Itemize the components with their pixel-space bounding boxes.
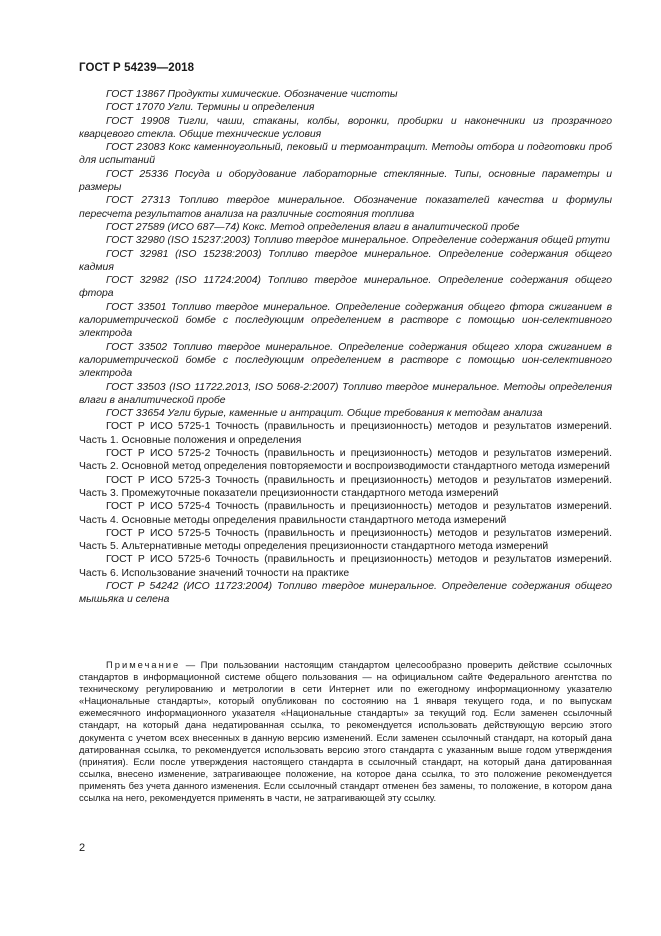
- reference-item: ГОСТ Р ИСО 5725-2 Точность (правильность и прецизионность) методов и результатов измерений. Часть 2. Основной метод определения повторяемости и воспроизводимости стандартного метода измерений: [79, 448, 612, 473]
- reference-item: ГОСТ 13867 Продукты химические. Обозначение чистоты: [106, 89, 398, 100]
- note-label: Примечание: [106, 659, 181, 670]
- reference-item: ГОСТ 32982 (ISO 11724:2004) Топливо твердое минеральное. Определение содержания общего фтора: [79, 275, 612, 300]
- reference-item: ГОСТ Р ИСО 5725-1 Точность (правильность и прецизионность) методов и результатов измерений. Часть 1. Основные положения и определения: [79, 421, 612, 446]
- document-header: ГОСТ Р 54239—2018: [79, 62, 195, 74]
- page-number: 2: [79, 842, 86, 854]
- reference-item: ГОСТ 19908 Тигли, чаши, стаканы, колбы, воронки, пробирки и наконечники из прозрачного кварцевого стекла. Общие технические условия: [79, 115, 612, 140]
- reference-item: ГОСТ Р ИСО 5725-4 Точность (правильность и прецизионность) методов и результатов измерений. Часть 4. Основные методы определения правильности стандартного метода измерений: [79, 501, 612, 526]
- normative-references-list: [79, 88, 612, 607]
- reference-item: ГОСТ 33654 Угли бурые, каменные и антрацит. Общие требования к методам анализа: [106, 408, 543, 420]
- reference-item: ГОСТ Р ИСО 5725-5 Точность (правильность и прецизионность) методов и результатов измерений. Часть 5. Альтернативные методы определения прецизионности стандартного метода измерений: [79, 527, 612, 553]
- reference-item: ГОСТ Р ИСО 5725-3 Точность (правильность и прецизионность) методов и результатов измерений. Часть 3. Промежуточные показатели прецизионности стандартного метода измерений: [79, 474, 612, 499]
- reference-item: ГОСТ 32981 (ISO 15238:2003) Топливо твердое минеральное. Определение содержания общего кадмия: [79, 248, 612, 273]
- reference-item: ГОСТ Р 54242 (ИСО 11723:2004) Топливо твердое минеральное. Определение содержания общего мышьяка и селена: [79, 580, 612, 606]
- reference-item: ГОСТ 33501 Топливо твердое минеральное. Определение содержания общего фтора сжиганием в калориметрической бомбе с последующим определением в растворе с помощью ион-селективного электрода: [79, 301, 612, 340]
- reference-item: ГОСТ 32980 (ISO 15237:2003) Топливо твердое минеральное. Определение содержания общей ртути: [106, 235, 610, 247]
- reference-item: ГОСТ 33502 Топливо твердое минеральное. Определение содержания общего хлора сжиганием в калориметрической бомбе с последующим определением в растворе с помощью ион-селективного электрода: [79, 341, 612, 380]
- reference-item: ГОСТ 27313 Топливо твердое минеральное. Обозначение показателей качества и формулы пересчета результатов анализа на различные состояния топлива: [79, 195, 612, 220]
- reference-item: ГОСТ 23083 Кокс каменноугольный, пековый и термоантрацит. Методы отбора и подготовки проб для испытаний: [79, 142, 612, 167]
- reference-item: ГОСТ 17070 Угли. Термины и определения: [106, 102, 315, 114]
- reference-item: ГОСТ Р ИСО 5725-6 Точность (правильность и прецизионность) методов и результатов измерений. Часть 6. Использование значений точности на практике: [79, 554, 612, 579]
- reference-item: ГОСТ 33503 (ISO 11722.2013, ISO 5068-2:2007) Топливо твердое минеральное. Методы определения влаги в аналитической пробе: [79, 381, 612, 406]
- note-paragraph: [79, 659, 612, 804]
- reference-item: ГОСТ 27589 (ИСО 687—74) Кокс. Метод определения влаги в аналитической пробе: [106, 221, 520, 233]
- reference-item: ГОСТ 25336 Посуда и оборудование лабораторные стеклянные. Типы, основные параметры и размеры: [79, 168, 612, 194]
- note-text: — При пользовании настоящим стандартом целесообразно проверить действие ссылочных стандартов в информационной системе общего пользования — на официальном сайте Федерального агентства по техническому регулированию и метрологии в сети Интернет или по ежегодному информационному указателю «Национальные стандарты», который опубликован по состоянию на 1 января текущего года, и по выпускам ежемесячного информационного указателя «Национальные стандарты» за текущий год. Если заменен ссылочный стандарт, на который дана недатированная ссылка, то рекомендуется использовать действующую версию этого документа с учетом всех внесенных в данную версию изменений. Если заменен ссылочный стандарт, на который дана датированная ссылка, то рекомендуется использовать версию этого стандарта с указанным выше годом утверждения (принятия). Если после утверждения настоящего стандарта в ссылочный стандарт, на который дана датированная ссылка, внесено изменение, затрагивающее положение, на которое дана ссылка, то это положение рекомендуется применять без учета данного изменения. Если ссылочный стандарт отменен без замены, то положение, в котором дана ссылка на него, рекомендуется применять в части, не затрагивающей эту ссылку.: [79, 659, 612, 804]
